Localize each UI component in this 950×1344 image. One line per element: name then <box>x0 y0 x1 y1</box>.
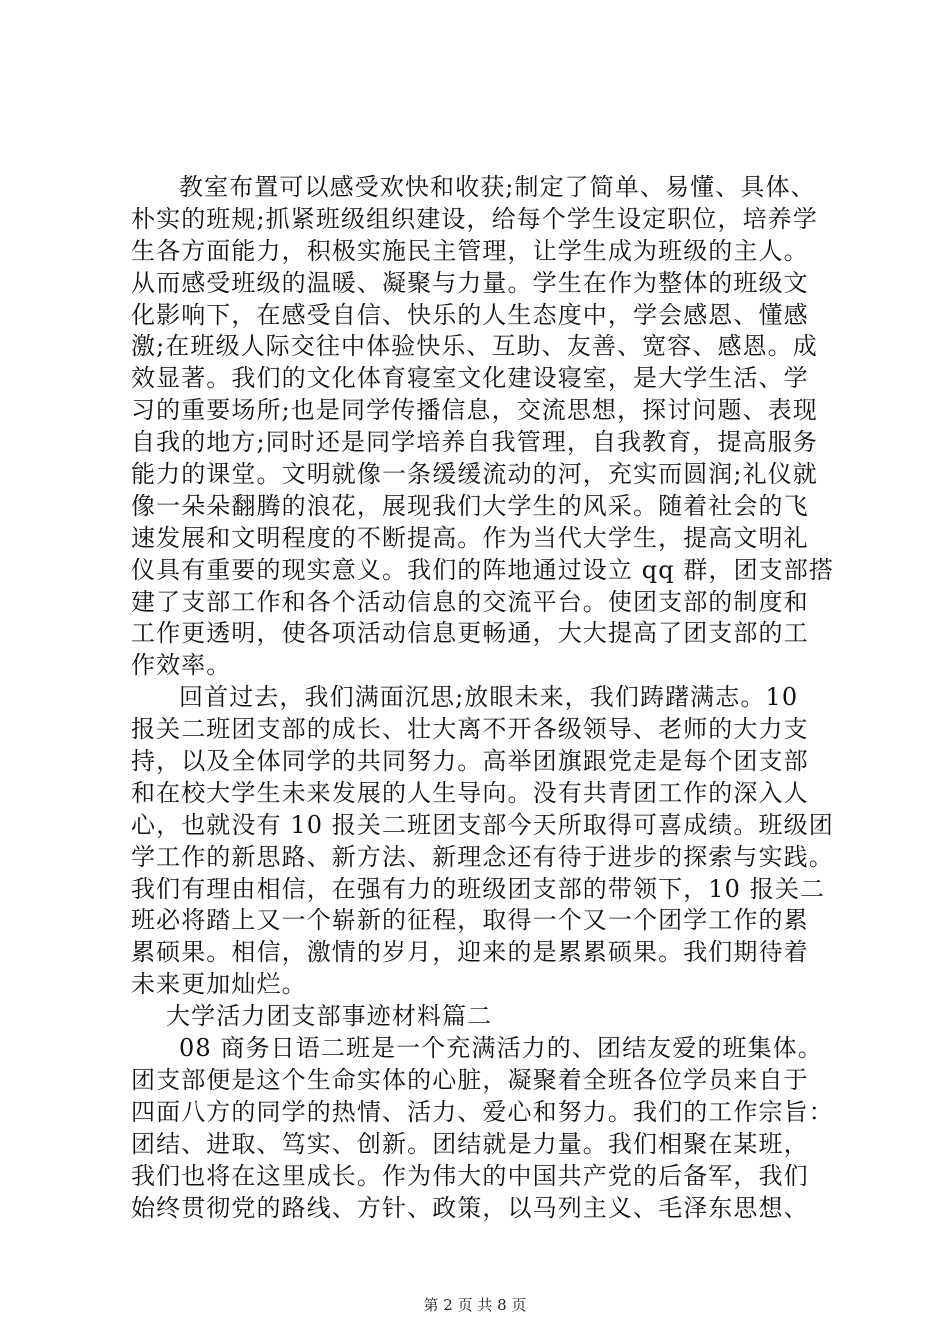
paragraph-line: 持，以及全体同学的共同努力。高举团旗跟党走是每个团支部 <box>131 747 809 776</box>
paragraph-line: 班必将踏上又一个崭新的征程，取得一个又一个团学工作的累 <box>131 906 809 935</box>
paragraph-line: 我们也将在这里成长。作为伟大的中国共产党的后备军，我们 <box>131 1161 809 1190</box>
paragraph-line: 生各方面能力，积极实施民主管理，让学生成为班级的主人。 <box>131 236 809 265</box>
paragraph-line: 能力的课堂。文明就像一条缓缓流动的河，充实而圆润;礼仪就 <box>131 460 818 489</box>
paragraph-line: 化影响下，在感受自信、快乐的人生态度中，学会感恩、懂感 <box>131 300 809 329</box>
paragraph-line: 像一朵朵翻腾的浪花，展现我们大学生的风采。随着社会的飞 <box>131 491 809 520</box>
paragraph-line: 团支部便是这个生命实体的心脏，凝聚着全班各位学员来自于 <box>131 1065 809 1094</box>
body-text <box>131 172 836 1224</box>
section-heading: 大学活力团支部事迹材料篇二 <box>166 1002 493 1031</box>
paragraph-line: 心，也就没有 10 报关二班团支部今天所取得可喜成绩。班级团 <box>131 810 834 839</box>
paragraph-line: 仪具有重要的现实意义。我们的阵地通过设立 qq 群，团支部搭 <box>131 555 834 584</box>
paragraph-line: 从而感受班级的温暖、凝聚与力量。学生在作为整体的班级文 <box>131 268 809 297</box>
paragraph-line: 团结、进取、笃实、创新。团结就是力量。我们相聚在某班， <box>131 1129 809 1158</box>
paragraph-line: 和在校大学生未来发展的人生导向。没有共青团工作的深入人 <box>131 778 809 807</box>
paragraph-line: 建了支部工作和各个活动信息的交流平台。使团支部的制度和 <box>131 587 809 616</box>
paragraph-line: 回首过去，我们满面沉思;放眼未来，我们踌躇满志。10 <box>179 683 799 712</box>
paragraph-line: 作效率。 <box>131 651 232 680</box>
paragraph-line: 四面八方的同学的热情、活力、爱心和努力。我们的工作宗旨： <box>131 1097 834 1126</box>
paragraph-line: 我们有理由相信，在强有力的班级团支部的带领下，10 报关二 <box>131 874 826 903</box>
paragraph-line: 效显著。我们的文化体育寝室文化建设寝室，是大学生活、学 <box>131 364 809 393</box>
paragraph-line: 学工作的新思路、新方法、新理念还有待于进步的探索与实践。 <box>131 842 834 871</box>
paragraph-line: 未来更加灿烂。 <box>131 970 307 999</box>
paragraph-line: 工作更透明，使各项活动信息更畅通，大大提高了团支部的工 <box>131 619 809 648</box>
paragraph-line: 朴实的班规;抓紧班级组织建设，给每个学生设定职位，培养学 <box>131 204 818 233</box>
paragraph-line: 累硕果。相信，激情的岁月，迎来的是累累硕果。我们期待着 <box>131 938 809 967</box>
paragraph-line: 始终贯彻党的路线、方针、政策，以马列主义、毛泽东思想、 <box>131 1193 809 1222</box>
paragraph-line: 速发展和文明程度的不断提高。作为当代大学生，提高文明礼 <box>131 523 809 552</box>
paragraph-line: 激;在班级人际交往中体验快乐、互助、友善、宽容、感恩。成 <box>131 332 818 361</box>
paragraph-line: 08 商务日语二班是一个充满活力的、团结友爱的班集体。 <box>179 1034 823 1063</box>
paragraph-line: 自我的地方;同时还是同学培养自我管理，自我教育，提高服务 <box>131 428 818 457</box>
paragraph-line: 报关二班团支部的成长、壮大离不开各级领导、老师的大力支 <box>131 715 809 744</box>
page-number-footer: 第 2 页 共 8 页 <box>423 1296 527 1314</box>
paragraph-line: 习的重要场所;也是同学传播信息，交流思想，探讨问题、表现 <box>131 396 818 425</box>
paragraph-line: 教室布置可以感受欢快和收获;制定了简单、易懂、具体、 <box>179 173 816 201</box>
